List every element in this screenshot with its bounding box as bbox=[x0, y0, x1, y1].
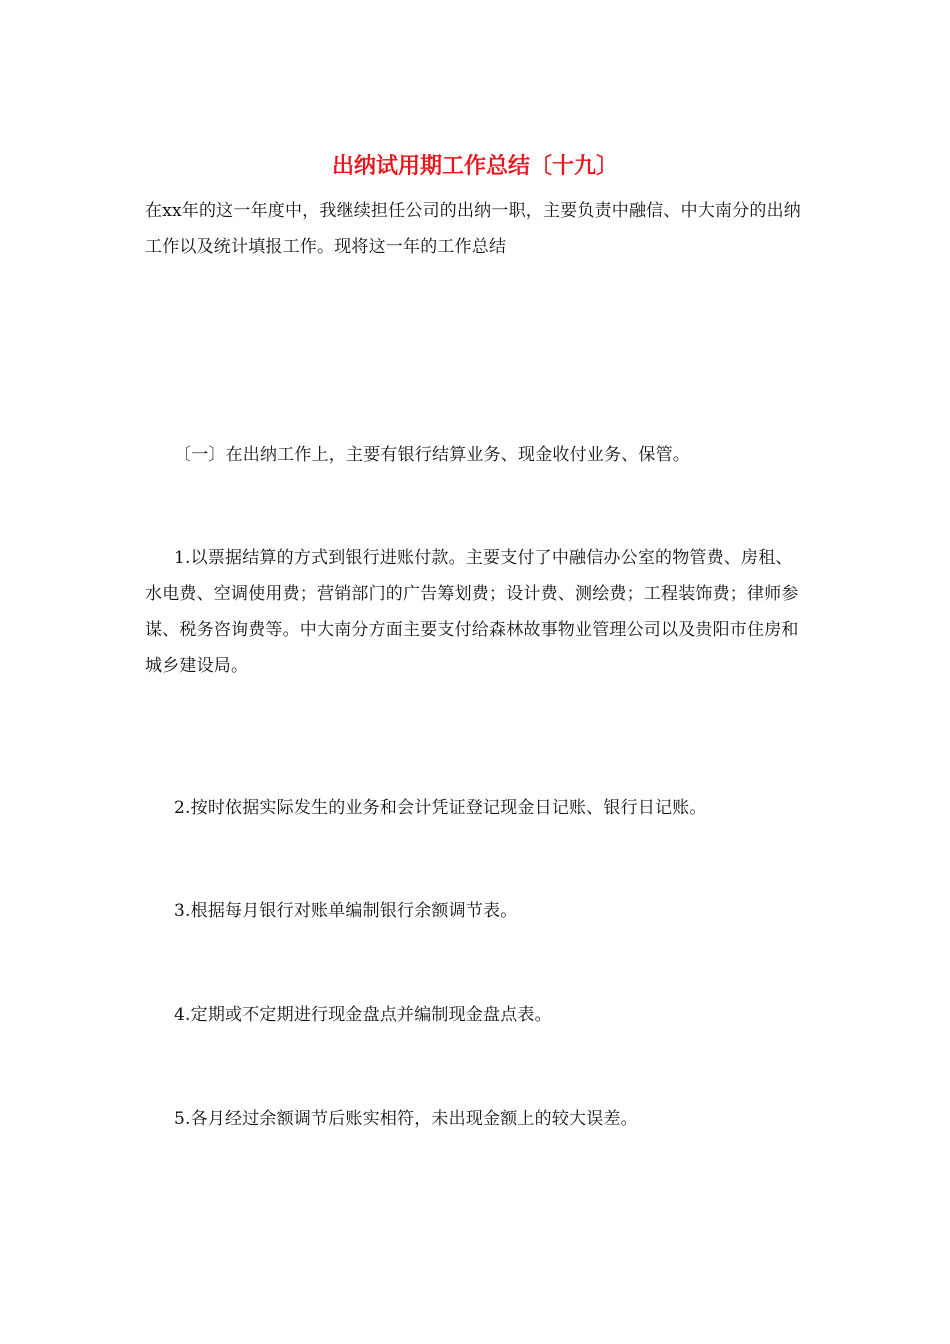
list-item: 5.各月经过余额调节后账实相符，未出现金额上的较大误差。 bbox=[174, 1109, 638, 1129]
list-item: 1.以票据结算的方式到银行进账付款。主要支付了中融信办公室的物管费、房租、水电费、空调使用费；营销部门的广告筹划费；设计费、测绘费；工程装饰费；律师参谋、税务咨询费等。中大南分方面主要支付给森林故事物业管理公司以及贵阳市住房和城乡建设局。 bbox=[145, 548, 799, 676]
intro-paragraph: 在xx年的这一年度中，我继续担任公司的出纳一职，主要负责中融信、中大南分的出纳工作以及统计填报工作。现将这一年的工作总结 bbox=[145, 201, 801, 257]
list-item: 3.根据每月银行对账单编制银行余额调节表。 bbox=[174, 901, 518, 921]
list-item: 4.定期或不定期进行现金盘点并编制现金盘点表。 bbox=[174, 1005, 552, 1025]
document-title: 出纳试用期工作总结〔十九〕 bbox=[331, 153, 618, 179]
list-item: 2.按时依据实际发生的业务和会计凭证登记现金日记账、银行日记账。 bbox=[174, 798, 707, 818]
section-heading-1: 〔一〕在出纳工作上，主要有银行结算业务、现金收付业务、保管。 bbox=[174, 445, 690, 465]
